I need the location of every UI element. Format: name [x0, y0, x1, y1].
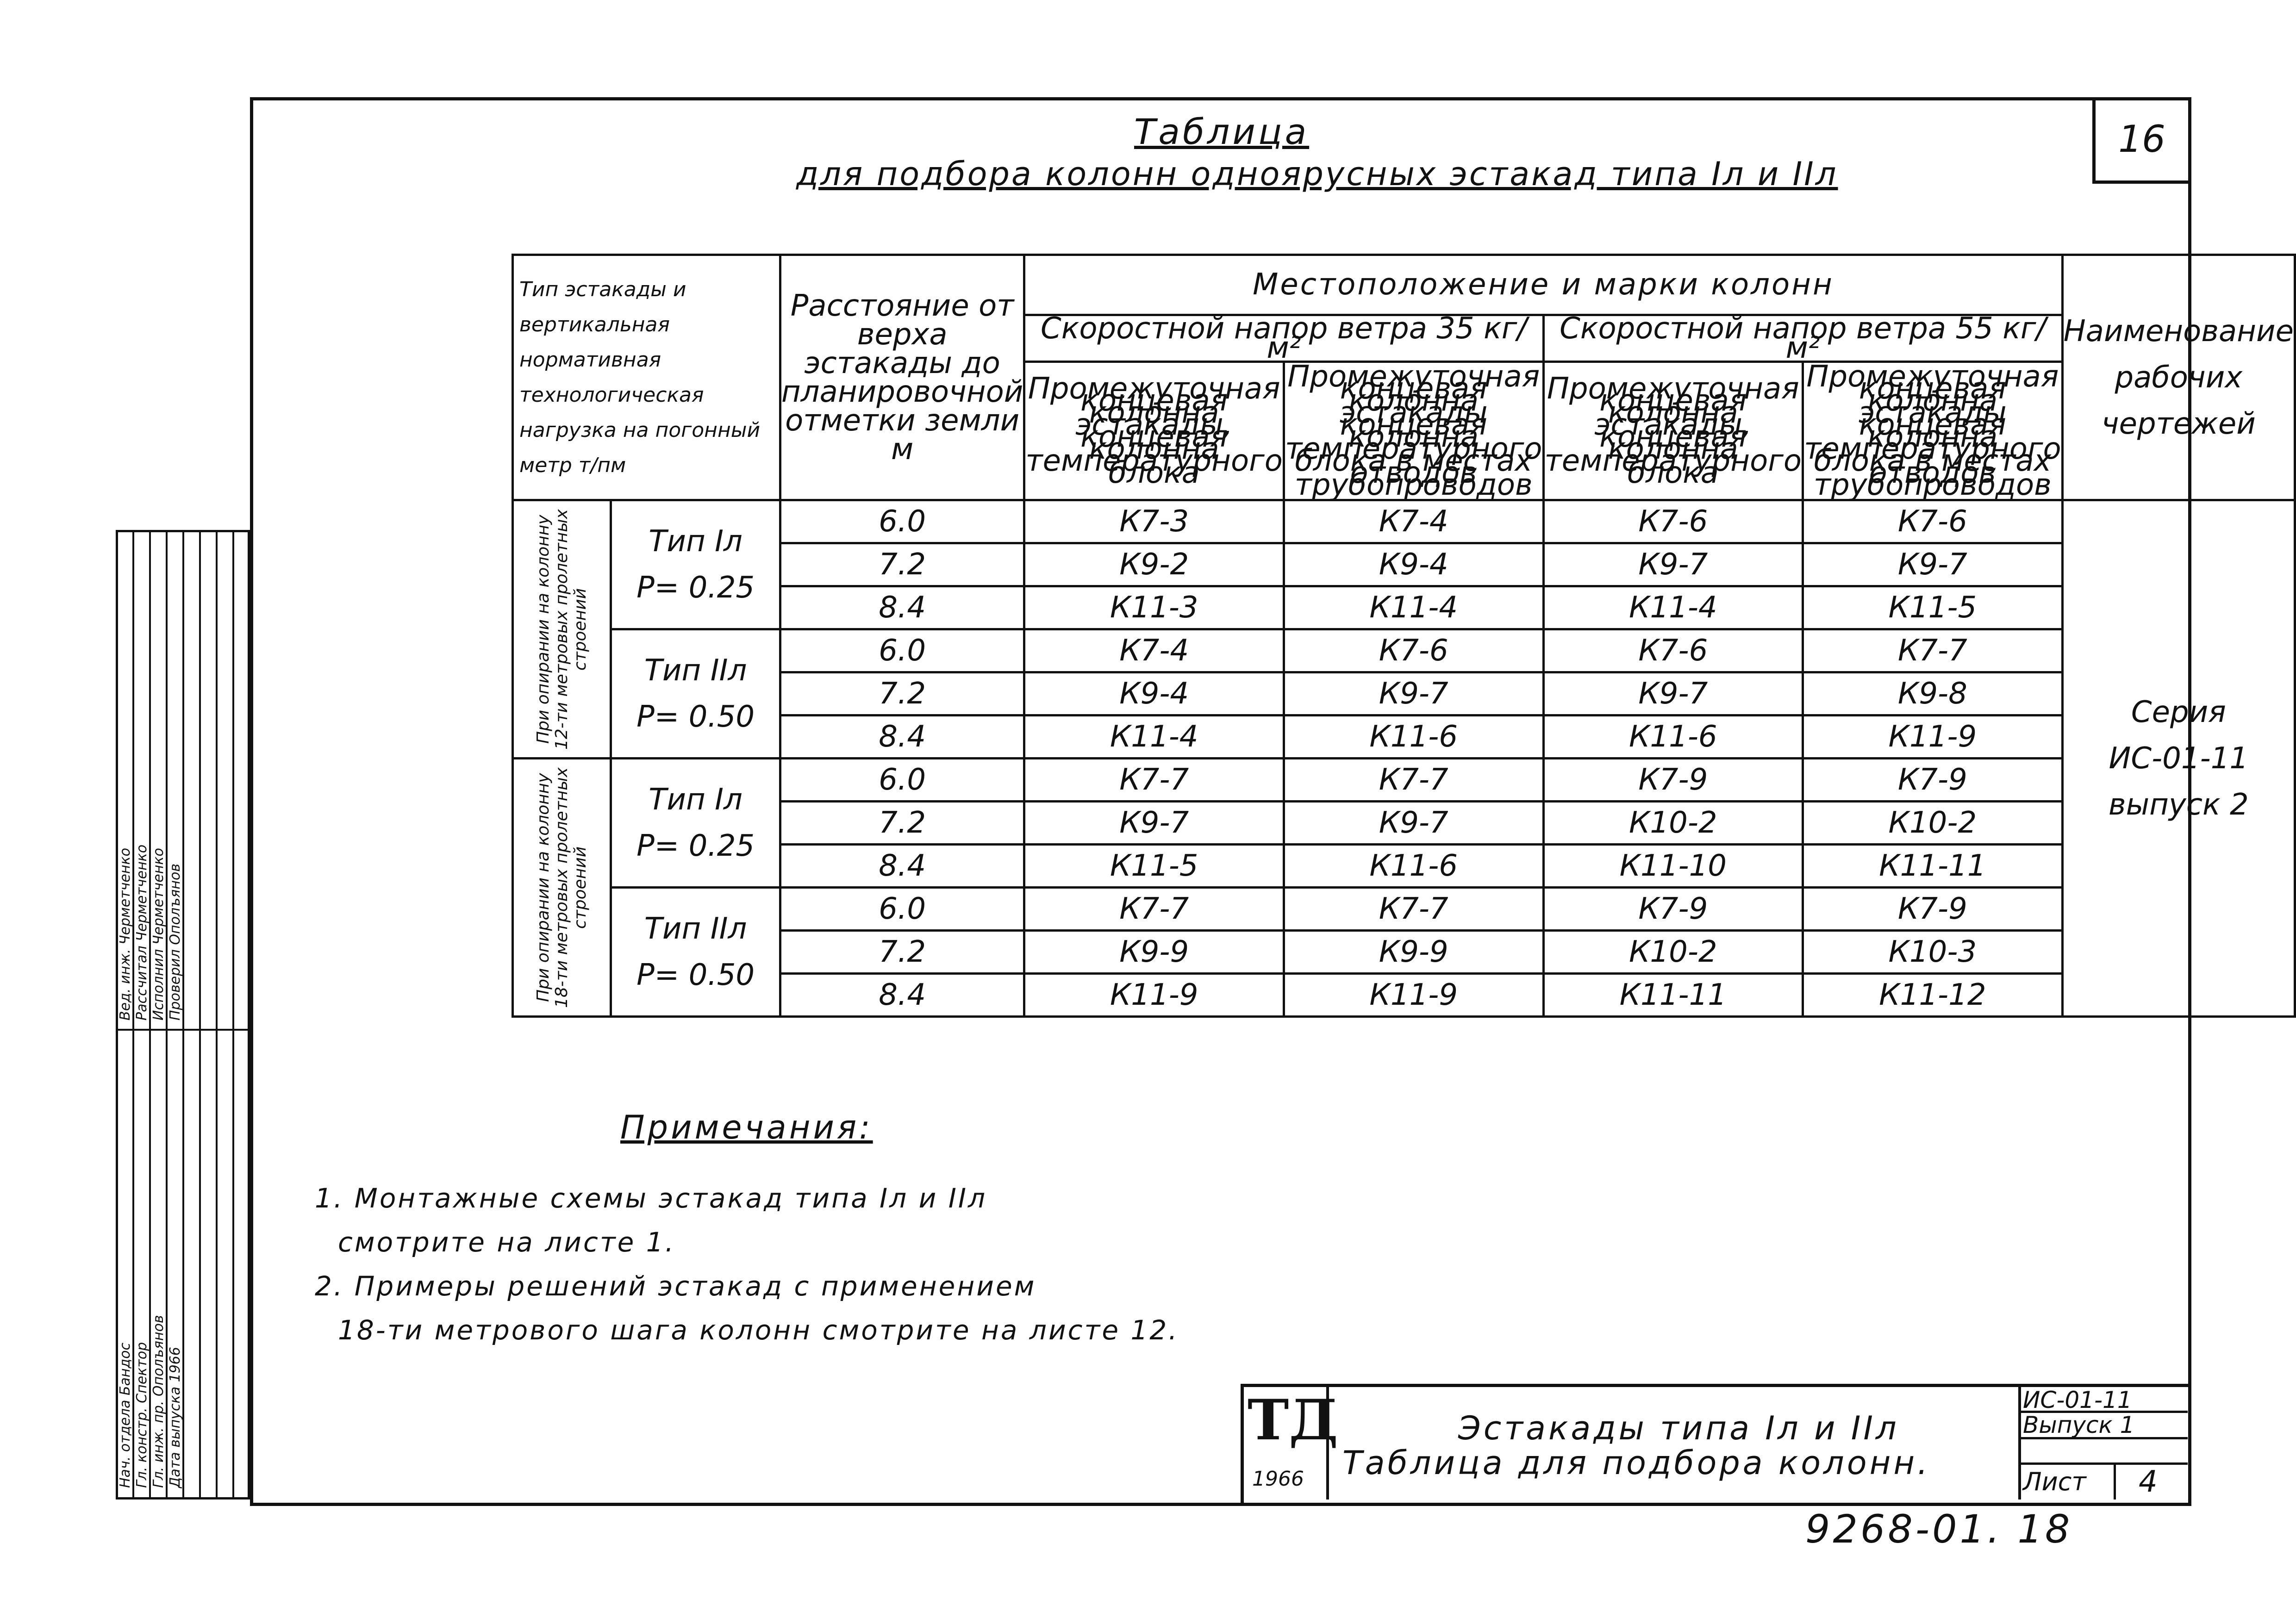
distance-cell: 8.4	[780, 716, 1024, 759]
distance-cell: 6.0	[780, 759, 1024, 802]
column-mark-cell: К10-2	[1543, 931, 1803, 974]
title-block-series: ИС-01-11	[2023, 1387, 2132, 1413]
column-mark-cell: К11-4	[1024, 716, 1284, 759]
approval-stamp	[116, 530, 250, 1500]
column-mark-cell: К9-7	[1284, 802, 1543, 845]
stamp-col-2: Гл. констр. Спектор	[134, 1342, 150, 1488]
distance-cell: 6.0	[780, 888, 1024, 931]
header-type: Тип эстакады и вертикальная нормативная технологическая нагрузка на погонный метр т/пм	[513, 255, 780, 500]
column-mark-cell: К11-10	[1543, 845, 1803, 888]
stamp-col-5: Вед. инж. Черметченко	[117, 848, 133, 1020]
column-mark-cell: К9-4	[1284, 543, 1543, 586]
document-code: 9268-01. 18	[1805, 1506, 2073, 1552]
column-mark-cell: К11-4	[1284, 586, 1543, 629]
column-mark-cell: К9-7	[1803, 543, 2063, 586]
column-mark-cell: К11-11	[1803, 845, 2063, 888]
series-line: Серия	[2131, 695, 2226, 729]
column-mark-cell: К11-4	[1543, 586, 1803, 629]
type-cell	[611, 888, 780, 1017]
column-mark-cell: К7-9	[1803, 888, 2063, 931]
column-mark-cell: К11-9	[1284, 974, 1543, 1017]
distance-cell: 7.2	[780, 543, 1024, 586]
logo: ТД	[1248, 1388, 1338, 1453]
type-name: Тип Iл	[649, 783, 742, 817]
distance-cell: 8.4	[780, 845, 1024, 888]
series-line: выпуск 2	[2108, 787, 2249, 822]
distance-cell: 7.2	[780, 672, 1024, 716]
column-mark-cell: К7-9	[1543, 759, 1803, 802]
column-mark-cell: К9-7	[1024, 802, 1284, 845]
note-1-line-1: 1. Монтажные схемы эстакад типа Iл и IIл	[315, 1182, 987, 1214]
distance-cell: 7.2	[780, 802, 1024, 845]
column-mark-cell: К10-2	[1543, 802, 1803, 845]
type-load: P= 0.50	[636, 700, 755, 734]
column-mark-cell: К9-9	[1284, 931, 1543, 974]
type-cell	[611, 500, 780, 629]
column-mark-cell: К7-7	[1284, 888, 1543, 931]
title-block-line-2: Таблица для подбора колонн.	[1342, 1444, 1931, 1482]
distance-cell: 8.4	[780, 586, 1024, 629]
type-name: Тип IIл	[644, 912, 747, 946]
column-mark-cell: К9-7	[1543, 543, 1803, 586]
column-mark-cell: К11-6	[1284, 845, 1543, 888]
header-desc-a: Промежуточная концевая колонна эстакады, концевая колонна температурного блока	[1024, 361, 1284, 500]
column-mark-cell: К7-3	[1024, 500, 1284, 543]
header-distance: Расстояние от верха эстакады до планировочной отметки земли м	[780, 255, 1024, 500]
column-mark-cell: К11-6	[1543, 716, 1803, 759]
title-block-sheet-label: Лист	[2023, 1467, 2086, 1496]
column-mark-cell: К9-2	[1024, 543, 1284, 586]
type-cell	[611, 759, 780, 888]
type-name: Тип Iл	[649, 524, 742, 559]
column-mark-cell: К7-4	[1024, 629, 1284, 672]
column-mark-cell: К7-7	[1803, 629, 2063, 672]
column-mark-cell: К7-7	[1284, 759, 1543, 802]
group-label	[513, 500, 611, 759]
stamp-col-6: Рассчитал Черметченко	[134, 844, 150, 1020]
column-mark-cell: К9-9	[1024, 931, 1284, 974]
column-mark-cell: К11-12	[1803, 974, 2063, 1017]
column-mark-cell: К11-3	[1024, 586, 1284, 629]
note-1-line-2: смотрите на листе 1.	[338, 1226, 676, 1258]
note-2-line-2: 18-ти метрового шага колонн смотрите на листе 12.	[338, 1314, 1179, 1346]
column-mark-cell: К11-5	[1024, 845, 1284, 888]
title-block-issue: Выпуск 1	[2023, 1412, 2135, 1438]
distance-cell: 6.0	[780, 500, 1024, 543]
type-load: P= 0.50	[636, 958, 755, 992]
stamp-col-7: Исполнил Черметченко	[150, 848, 167, 1020]
column-selection-table	[512, 254, 2296, 1018]
header-wind-55: Скоростной напор ветра 55 кг/м²	[1543, 315, 2062, 361]
column-mark-cell: К9-7	[1543, 672, 1803, 716]
column-mark-cell: К7-9	[1803, 759, 2063, 802]
note-2-line-1: 2. Примеры решений эстакад с применением	[315, 1270, 1036, 1302]
stamp-col-4: Дата выпуска 1966	[167, 1347, 183, 1488]
type-load: P= 0.25	[636, 571, 755, 605]
distance-cell: 6.0	[780, 629, 1024, 672]
stamp-col-1: Нач. отдела Бандос	[117, 1342, 133, 1488]
type-load: P= 0.25	[636, 829, 755, 863]
column-mark-cell: К11-6	[1284, 716, 1543, 759]
title-block-sheet-value: 4	[2139, 1465, 2158, 1499]
column-mark-cell: К7-7	[1024, 759, 1284, 802]
group-label-text: При опирании на колонну 12-ти метровых пролетных строений	[533, 509, 590, 750]
column-mark-cell: К10-2	[1803, 802, 2063, 845]
column-mark-cell: К10-3	[1803, 931, 2063, 974]
column-mark-cell: К11-5	[1803, 586, 2063, 629]
header-drawings: Наименование рабочих чертежей	[2062, 255, 2295, 500]
column-mark-cell: К9-4	[1024, 672, 1284, 716]
type-cell	[611, 629, 780, 759]
distance-cell: 7.2	[780, 931, 1024, 974]
group-label-text: При опирании на колонну 18-ти метровых пролетных строений	[533, 767, 590, 1008]
stamp-col-3: Гл. инж. пр. Ополъянов	[150, 1315, 167, 1488]
logo-year: 1966	[1252, 1467, 1304, 1491]
stamp-col-8: Проверил Ополъянов	[167, 864, 183, 1020]
column-mark-cell: К7-4	[1284, 500, 1543, 543]
distance-cell: 8.4	[780, 974, 1024, 1017]
table-subtitle: для подбора колонн одноярусных эстакад типа Iл и IIл	[796, 155, 1838, 193]
group-label	[513, 759, 611, 1017]
header-desc-a: Промежуточная концевая колонна эстакады, концевая колонна температурного блока	[1543, 361, 1803, 500]
column-mark-cell: К7-6	[1543, 629, 1803, 672]
column-mark-cell: К7-6	[1803, 500, 2063, 543]
column-mark-cell: К9-7	[1284, 672, 1543, 716]
column-mark-cell: К7-6	[1284, 629, 1543, 672]
header-location: Местоположение и марки колонн	[1024, 255, 2062, 315]
column-mark-cell: К7-9	[1543, 888, 1803, 931]
title-block-line-1: Эстакады типа Iл и IIл	[1458, 1409, 1899, 1447]
notes-heading: Примечания:	[620, 1108, 873, 1146]
series-line: ИС-01-11	[2109, 741, 2249, 776]
header-desc-b: Промежуточная концевая колонна эстакады концевая колонна температурного блока в местах отводов трубопроводов	[1284, 361, 1543, 500]
column-mark-cell: К11-9	[1024, 974, 1284, 1017]
sheet-number: 16	[2092, 97, 2188, 184]
column-mark-cell: К7-7	[1024, 888, 1284, 931]
header-desc-b: Промежуточная концевая колонна эстакады концевая колонна температурного блока в местах отводов трубопроводов	[1803, 361, 2063, 500]
column-mark-cell: К11-9	[1803, 716, 2063, 759]
column-mark-cell: К7-6	[1543, 500, 1803, 543]
type-name: Тип IIл	[644, 653, 747, 688]
column-mark-cell: К11-11	[1543, 974, 1803, 1017]
header-wind-35: Скоростной напор ветра 35 кг/м²	[1024, 315, 1543, 361]
series-cell	[2062, 500, 2295, 1017]
table-title: Таблица	[1134, 111, 1310, 152]
column-mark-cell: К9-8	[1803, 672, 2063, 716]
